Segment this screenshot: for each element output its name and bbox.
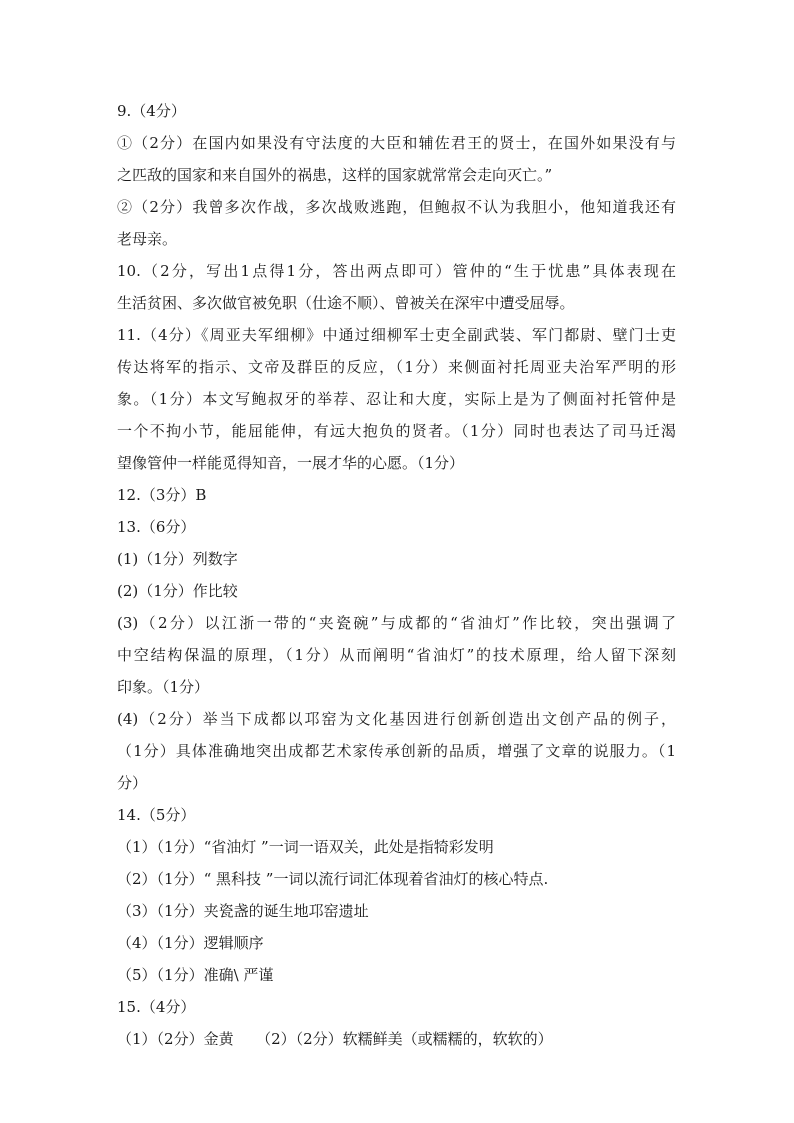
q9-answer-1-line-1: ①（2分）在国内如果没有守法度的大臣和辅佐君王的贤士，在国外如果没有与 bbox=[117, 134, 676, 152]
q14-part-2: （2）（1分）“ 黑科技 ”一词以流行词汇体现着省油灯的核心特点. bbox=[117, 870, 549, 888]
q9-heading: 9.（4分） bbox=[117, 102, 186, 120]
q13-part-2: (2)（1分）作比较 bbox=[117, 582, 238, 600]
q14-heading: 14.（5分） bbox=[117, 806, 196, 824]
q10-answer-line-1: 10.（2分，写出1点得1分，答出两点即可）管仲的“生于忧患”具体表现在 bbox=[117, 262, 676, 280]
q11-answer-line-4: 一个不拘小节，能屈能伸，有远大抱负的贤者。（1分）同时也表达了司马迁渴 bbox=[117, 422, 676, 440]
q10-answer-line-2: 生活贫困、多次做官被免职（仕途不顺）、曾被关在深牢中遭受屈辱。 bbox=[117, 294, 575, 312]
q13-part-1: (1)（1分）列数字 bbox=[117, 550, 238, 568]
q9-answer-1-line-2: 之匹敌的国家和来自国外的祸患，这样的国家就常常会走向灭亡。” bbox=[117, 166, 553, 184]
q14-part-5: （5）（1分）准确\ 严谨 bbox=[117, 966, 274, 984]
q13-part-3-line-2: 中空结构保温的原理，（1分）从而阐明“省油灯”的技术原理，给人留下深刻 bbox=[117, 646, 676, 664]
q13-heading: 13.（6分） bbox=[117, 518, 196, 536]
q15-answers: （1）（2分）金黄 （2）（2分）软糯鲜美（或糯糯的，软软的） bbox=[117, 1030, 553, 1048]
q11-answer-line-3: 象。（1分）本文写鲍叔牙的举荐、忍让和大度，实际上是为了侧面衬托管仲是 bbox=[117, 390, 676, 408]
q13-part-4-line-1: (4)（2分）举当下成都以邛窑为文化基因进行创新创造出文创产品的例子， bbox=[117, 710, 676, 728]
q15-heading: 15.（4分） bbox=[117, 998, 196, 1016]
q14-part-1: （1）（1分）“省油灯 ”一词一语双关，此处是指犄彩发明 bbox=[117, 838, 494, 856]
q9-answer-2-line-2: 老母亲。 bbox=[117, 230, 178, 248]
q9-answer-2-line-1: ②（2分）我曾多次作战，多次战败逃跑，但鲍叔不认为我胆小，他知道我还有 bbox=[117, 198, 676, 216]
q14-part-3: （3）（1分）夹瓷盏的诞生地邛窑遗址 bbox=[117, 902, 369, 920]
q13-part-4-line-3: 分） bbox=[117, 774, 148, 792]
q11-answer-line-1: 11.（4分）《周亚夫军细柳》中通过细柳军士吏全副武装、军门都尉、壁门士吏 bbox=[117, 326, 676, 344]
q11-answer-line-2: 传达将军的指示、文帝及群臣的反应，（1分）来侧面衬托周亚夫治军严明的形 bbox=[117, 358, 676, 376]
q13-part-3-line-1: (3)（2分）以江浙一带的“夹瓷碗”与成都的“省油灯”作比较，突出强调了 bbox=[117, 614, 676, 632]
q11-answer-line-5: 望像管仲一样能觅得知音，一展才华的心愿。（1分） bbox=[117, 454, 465, 472]
q12-answer: 12.（3分）B bbox=[117, 486, 207, 504]
q14-part-4: （4）（1分）逻辑顺序 bbox=[117, 934, 264, 952]
q13-part-3-line-3: 印象。（1分） bbox=[117, 678, 210, 696]
q13-part-4-line-2: （1分）具体准确地突出成都艺术家传承创新的品质，增强了文章的说服力。（1 bbox=[117, 742, 676, 760]
